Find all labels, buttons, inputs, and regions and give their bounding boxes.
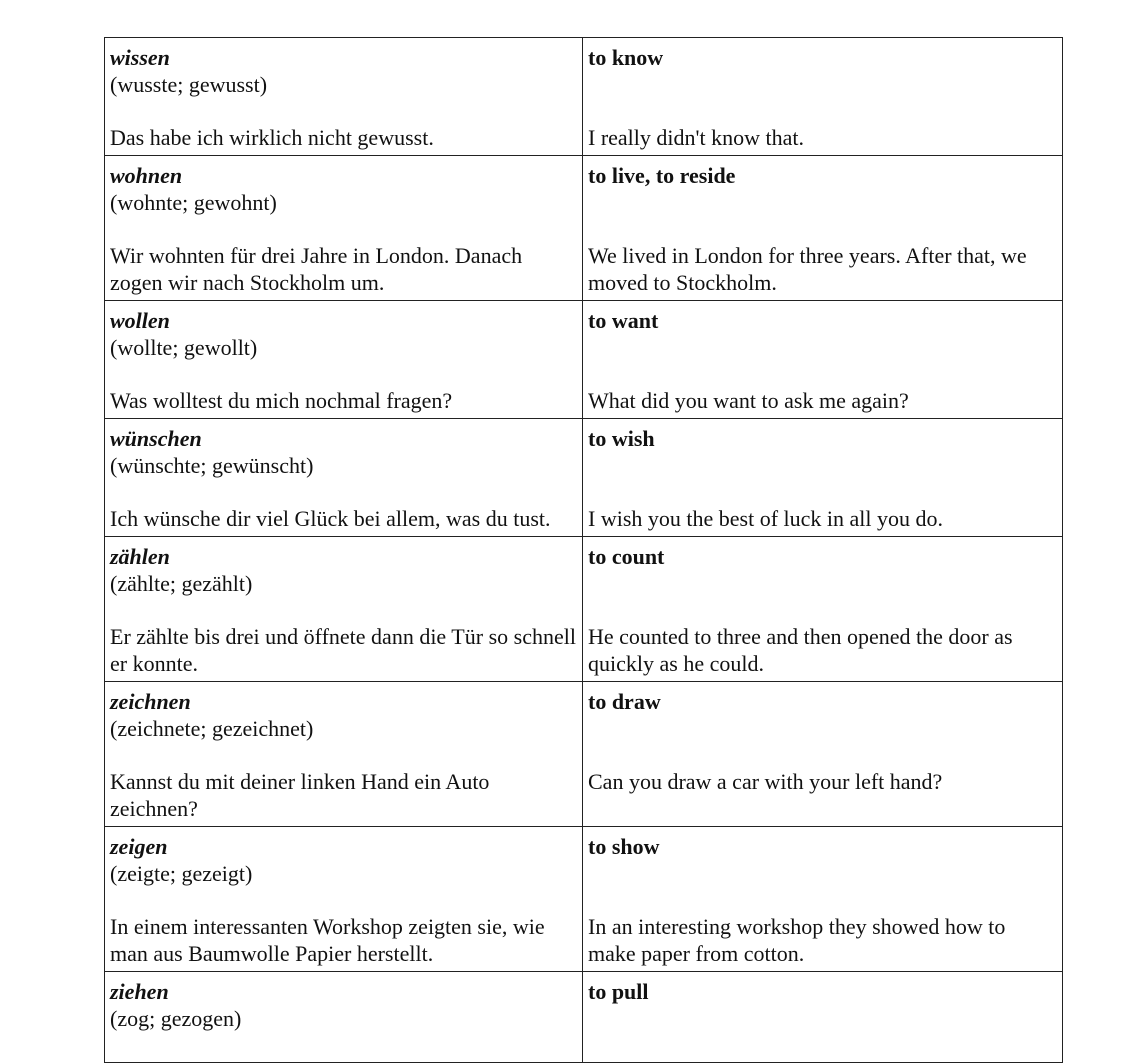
english-translation: to want [588, 308, 659, 333]
english-cell [583, 537, 1063, 682]
table-row [105, 827, 1063, 972]
english-example: Can you draw a car with your left hand? [588, 769, 943, 794]
verb-forms: (wohnte; gewohnt) [110, 190, 277, 215]
english-cell [583, 972, 1063, 1063]
english-example: We lived in London for three years. After that, we moved to Stockholm. [588, 243, 1027, 295]
english-example: What did you want to ask me again? [588, 388, 909, 413]
english-cell [583, 419, 1063, 537]
german-cell [105, 682, 583, 827]
english-cell [583, 38, 1063, 156]
german-example: Kannst du mit deiner linken Hand ein Auto zeichnen? [110, 769, 490, 821]
german-example: Er zählte bis drei und öffnete dann die Tür so schnell er konnte. [110, 624, 576, 676]
english-example: In an interesting workshop they showed how to make paper from cotton. [588, 914, 1006, 966]
german-cell [105, 419, 583, 537]
german-verb: zählen [110, 544, 170, 569]
table-row [105, 301, 1063, 419]
german-example: Ich wünsche dir viel Glück bei allem, was du tust. [110, 506, 551, 531]
german-cell [105, 972, 583, 1063]
german-cell [105, 38, 583, 156]
table-row [105, 156, 1063, 301]
table-row [105, 38, 1063, 156]
german-verb: zeigen [110, 834, 168, 859]
english-translation: to know [588, 45, 664, 70]
german-verb: wünschen [110, 426, 202, 451]
german-verb: wohnen [110, 163, 183, 188]
table-row [105, 537, 1063, 682]
german-cell [105, 156, 583, 301]
english-cell [583, 301, 1063, 419]
english-example: He counted to three and then opened the door as quickly as he could. [588, 624, 1013, 676]
english-translation: to wish [588, 426, 655, 451]
vocabulary-table [104, 37, 1063, 1063]
german-verb: ziehen [110, 979, 169, 1004]
german-cell [105, 301, 583, 419]
german-verb: wollen [110, 308, 170, 333]
english-example: I really didn't know that. [588, 125, 804, 150]
german-example: Was wolltest du mich nochmal fragen? [110, 388, 453, 413]
english-translation: to draw [588, 689, 661, 714]
verb-forms: (zog; gezogen) [110, 1006, 242, 1031]
german-example: Wir wohnten für drei Jahre in London. Danach zogen wir nach Stockholm um. [110, 243, 523, 295]
verb-forms: (zeigte; gezeigt) [110, 861, 253, 886]
english-translation: to live, to reside [588, 163, 736, 188]
verb-forms: (zeichnete; gezeichnet) [110, 716, 314, 741]
verb-forms: (wusste; gewusst) [110, 72, 268, 97]
verb-forms: (wünschte; gewünscht) [110, 453, 314, 478]
english-cell [583, 827, 1063, 972]
table-row [105, 682, 1063, 827]
german-example: In einem interessanten Workshop zeigten sie, wie man aus Baumwolle Papier herstellt. [110, 914, 545, 966]
german-verb: zeichnen [110, 689, 191, 714]
english-cell [583, 156, 1063, 301]
english-translation: to pull [588, 979, 649, 1004]
german-example: Das habe ich wirklich nicht gewusst. [110, 125, 434, 150]
table-row [105, 419, 1063, 537]
english-example: I wish you the best of luck in all you do. [588, 506, 944, 531]
english-translation: to show [588, 834, 660, 859]
english-cell [583, 682, 1063, 827]
german-cell [105, 827, 583, 972]
english-translation: to count [588, 544, 665, 569]
table-row [105, 972, 1063, 1063]
verb-forms: (zählte; gezählt) [110, 571, 253, 596]
german-cell [105, 537, 583, 682]
verb-forms: (wollte; gewollt) [110, 335, 258, 360]
german-verb: wissen [110, 45, 170, 70]
